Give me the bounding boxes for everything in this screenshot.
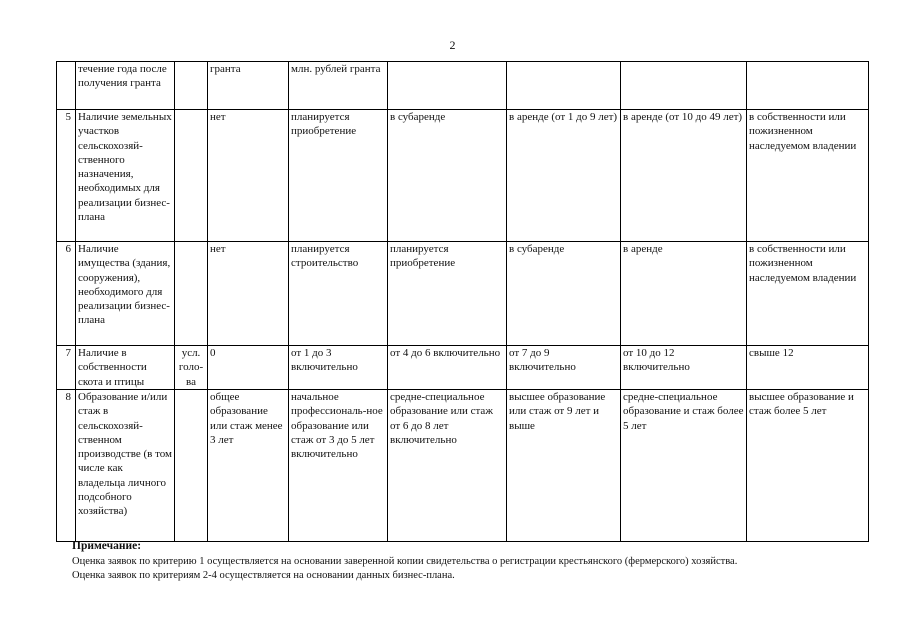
notes-line-1: Оценка заявок по критерию 1 осуществляется на основании заверенной копии свидетельства о регистрации крестьянского (фермерского) хозяйства.	[72, 555, 738, 567]
score-cell-1: 0	[208, 346, 289, 390]
notes-line-2: Оценка заявок по критериям 2-4 осуществляется на основании данных бизнес-плана.	[72, 569, 455, 581]
table-row	[57, 390, 869, 542]
row-number	[57, 62, 76, 110]
table-row	[57, 62, 869, 110]
score-cell-5: в аренде (от 10 до 49 лет)	[621, 110, 747, 242]
unit-cell: усл. голо-ва	[175, 346, 208, 390]
score-cell-2: от 1 до 3 включительно	[289, 346, 388, 390]
table-row	[57, 242, 869, 346]
score-cell-3: средне-специальное образование или стаж от 6 до 8 лет включительно	[388, 390, 507, 542]
score-cell-2: начальное профессиональ-ное образование или стаж от 3 до 5 лет включительно	[289, 390, 388, 542]
score-cell-5: средне-специальное образование и стаж более 5 лет	[621, 390, 747, 542]
unit-cell	[175, 62, 208, 110]
table-row	[57, 346, 869, 390]
score-cell-3	[388, 62, 507, 110]
row-number: 8	[57, 390, 76, 542]
criterion-cell: Образование и/или стаж в сельскохозяй-ственном производстве (в том числе как владельца личного подсобного хозяйства)	[76, 390, 175, 542]
score-cell-1: нет	[208, 110, 289, 242]
score-cell-6: свыше 12	[747, 346, 869, 390]
criterion-cell: Наличие в собственности скота и птицы	[76, 346, 175, 390]
score-cell-1: нет	[208, 242, 289, 346]
criterion-cell: Наличие имущества (здания, сооружения), необходимого для реализации бизнес-плана	[76, 242, 175, 346]
unit-cell	[175, 110, 208, 242]
score-cell-3: от 4 до 6 включительно	[388, 346, 507, 390]
criterion-cell: Наличие земельных участков сельскохозяй-ственного назначения, необходимых для реализации бизнес-плана	[76, 110, 175, 242]
criterion-cell: течение года после получения гранта	[76, 62, 175, 110]
row-number: 6	[57, 242, 76, 346]
score-cell-6: в собственности или пожизненном наследуемом владении	[747, 110, 869, 242]
unit-cell	[175, 242, 208, 346]
score-cell-2: планируется приобретение	[289, 110, 388, 242]
criteria-table	[56, 61, 869, 542]
notes-section	[72, 539, 862, 583]
score-cell-4	[507, 62, 621, 110]
score-cell-6: в собственности или пожизненном наследуемом владении	[747, 242, 869, 346]
score-cell-3: в субаренде	[388, 110, 507, 242]
score-cell-3: планируется приобретение	[388, 242, 507, 346]
score-cell-5	[621, 62, 747, 110]
unit-cell	[175, 390, 208, 542]
score-cell-1: гранта	[208, 62, 289, 110]
score-cell-6: высшее образование и стаж более 5 лет	[747, 390, 869, 542]
score-cell-4: в субаренде	[507, 242, 621, 346]
score-cell-5: от 10 до 12 включительно	[621, 346, 747, 390]
notes-title: Примечание:	[72, 540, 142, 552]
score-cell-6	[747, 62, 869, 110]
row-number: 7	[57, 346, 76, 390]
score-cell-2: планируется строительство	[289, 242, 388, 346]
table-row	[57, 110, 869, 242]
score-cell-5: в аренде	[621, 242, 747, 346]
page-number: 2	[449, 38, 456, 52]
row-number: 5	[57, 110, 76, 242]
score-cell-4: в аренде (от 1 до 9 лет)	[507, 110, 621, 242]
score-cell-4: от 7 до 9 включительно	[507, 346, 621, 390]
score-cell-1: общее образование или стаж менее 3 лет	[208, 390, 289, 542]
score-cell-4: высшее образование или стаж от 9 лет и выше	[507, 390, 621, 542]
score-cell-2: млн. рублей гранта	[289, 62, 388, 110]
